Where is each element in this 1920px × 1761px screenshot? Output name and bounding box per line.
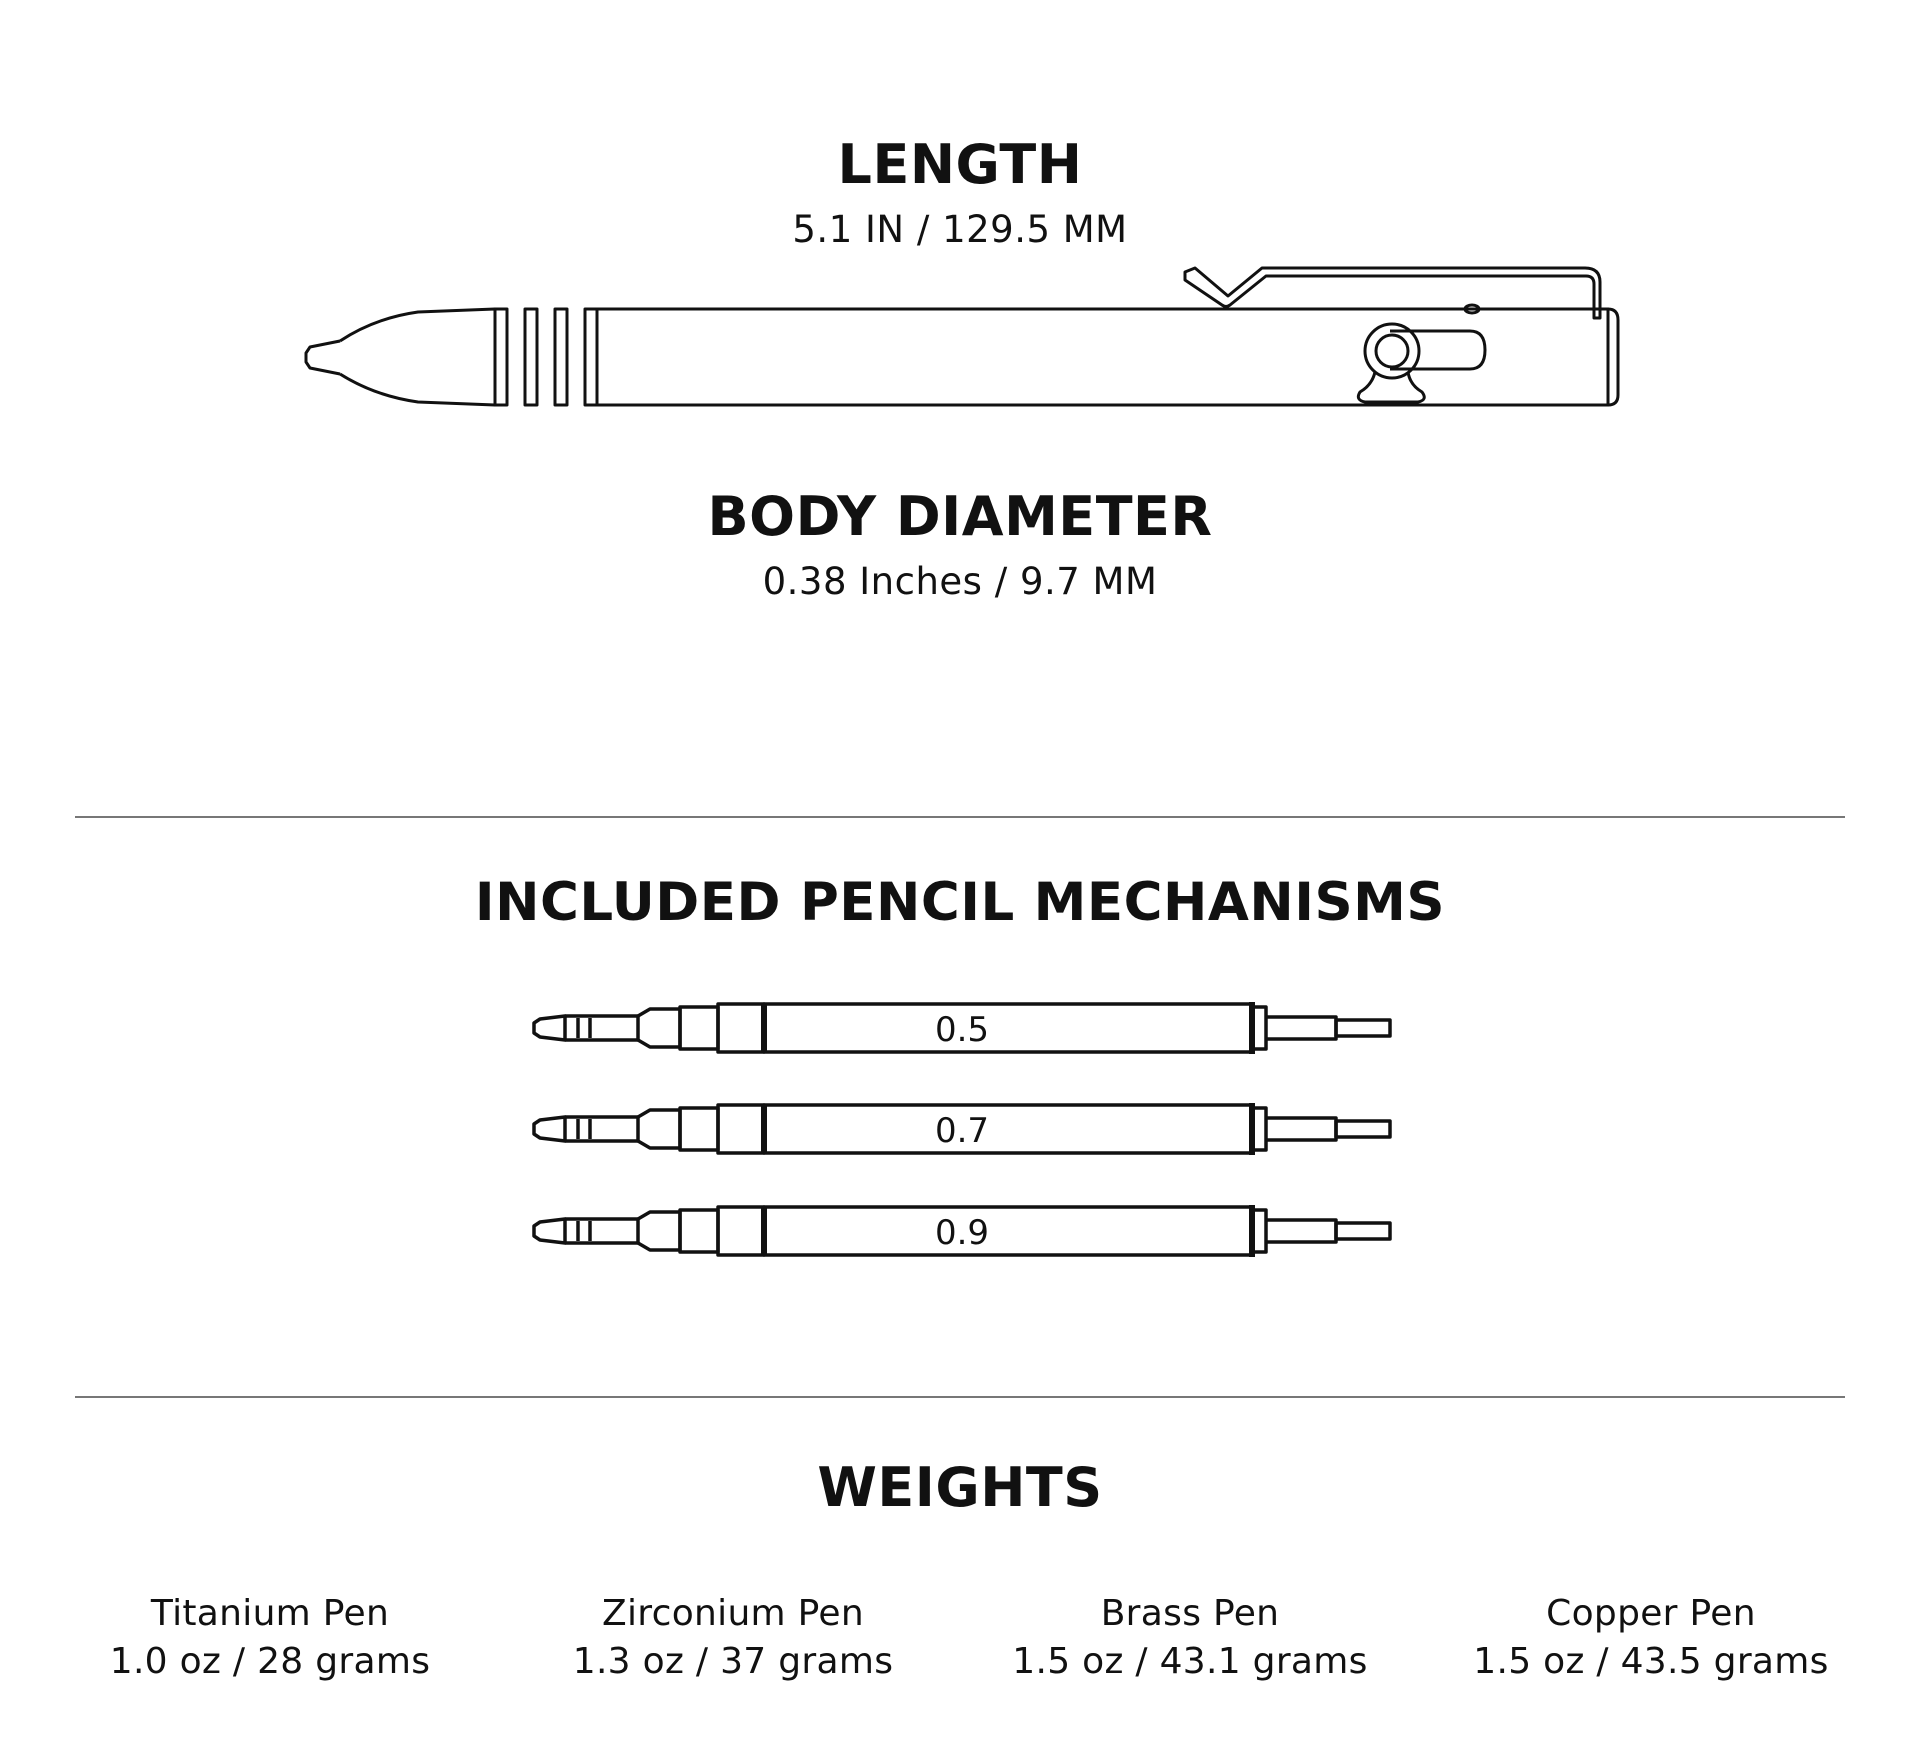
weights-heading: WEIGHTS — [817, 1456, 1103, 1519]
weight-value: 1.0 oz / 28 grams — [109, 1641, 431, 1682]
mechanism-0.7 — [534, 1103, 1390, 1155]
weight-item — [960, 1590, 1420, 1686]
mechanism-0.9 — [534, 1205, 1390, 1257]
weight-value: 1.5 oz / 43.5 grams — [1473, 1641, 1829, 1682]
weights-list — [0, 1590, 1920, 1700]
weight-name: Copper Pen — [1546, 1593, 1756, 1634]
weight-name: Brass Pen — [1100, 1593, 1280, 1634]
section-divider — [75, 1396, 1845, 1398]
body-diameter-heading: BODY DIAMETER — [707, 485, 1213, 548]
mechanism-label: 0.9 — [934, 1213, 990, 1253]
weight-item — [1421, 1590, 1881, 1686]
weight-item — [503, 1590, 963, 1686]
body-diameter-value: 0.38 Inches / 9.7 MM — [762, 560, 1158, 603]
mechanism-label: 0.7 — [934, 1111, 990, 1151]
weight-name: Titanium Pen — [150, 1593, 390, 1634]
mechanisms-heading: INCLUDED PENCIL MECHANISMS — [474, 872, 1446, 933]
weight-name: Zirconium Pen — [602, 1593, 864, 1634]
length-heading: LENGTH — [837, 133, 1083, 196]
length-value: 5.1 IN / 129.5 MM — [792, 208, 1128, 251]
mechanism-0.5 — [534, 1002, 1390, 1054]
weight-value: 1.5 oz / 43.1 grams — [1012, 1641, 1368, 1682]
mechanism-label: 0.5 — [934, 1010, 990, 1050]
weight-value: 1.3 oz / 37 grams — [572, 1641, 894, 1682]
weight-item — [40, 1590, 500, 1686]
